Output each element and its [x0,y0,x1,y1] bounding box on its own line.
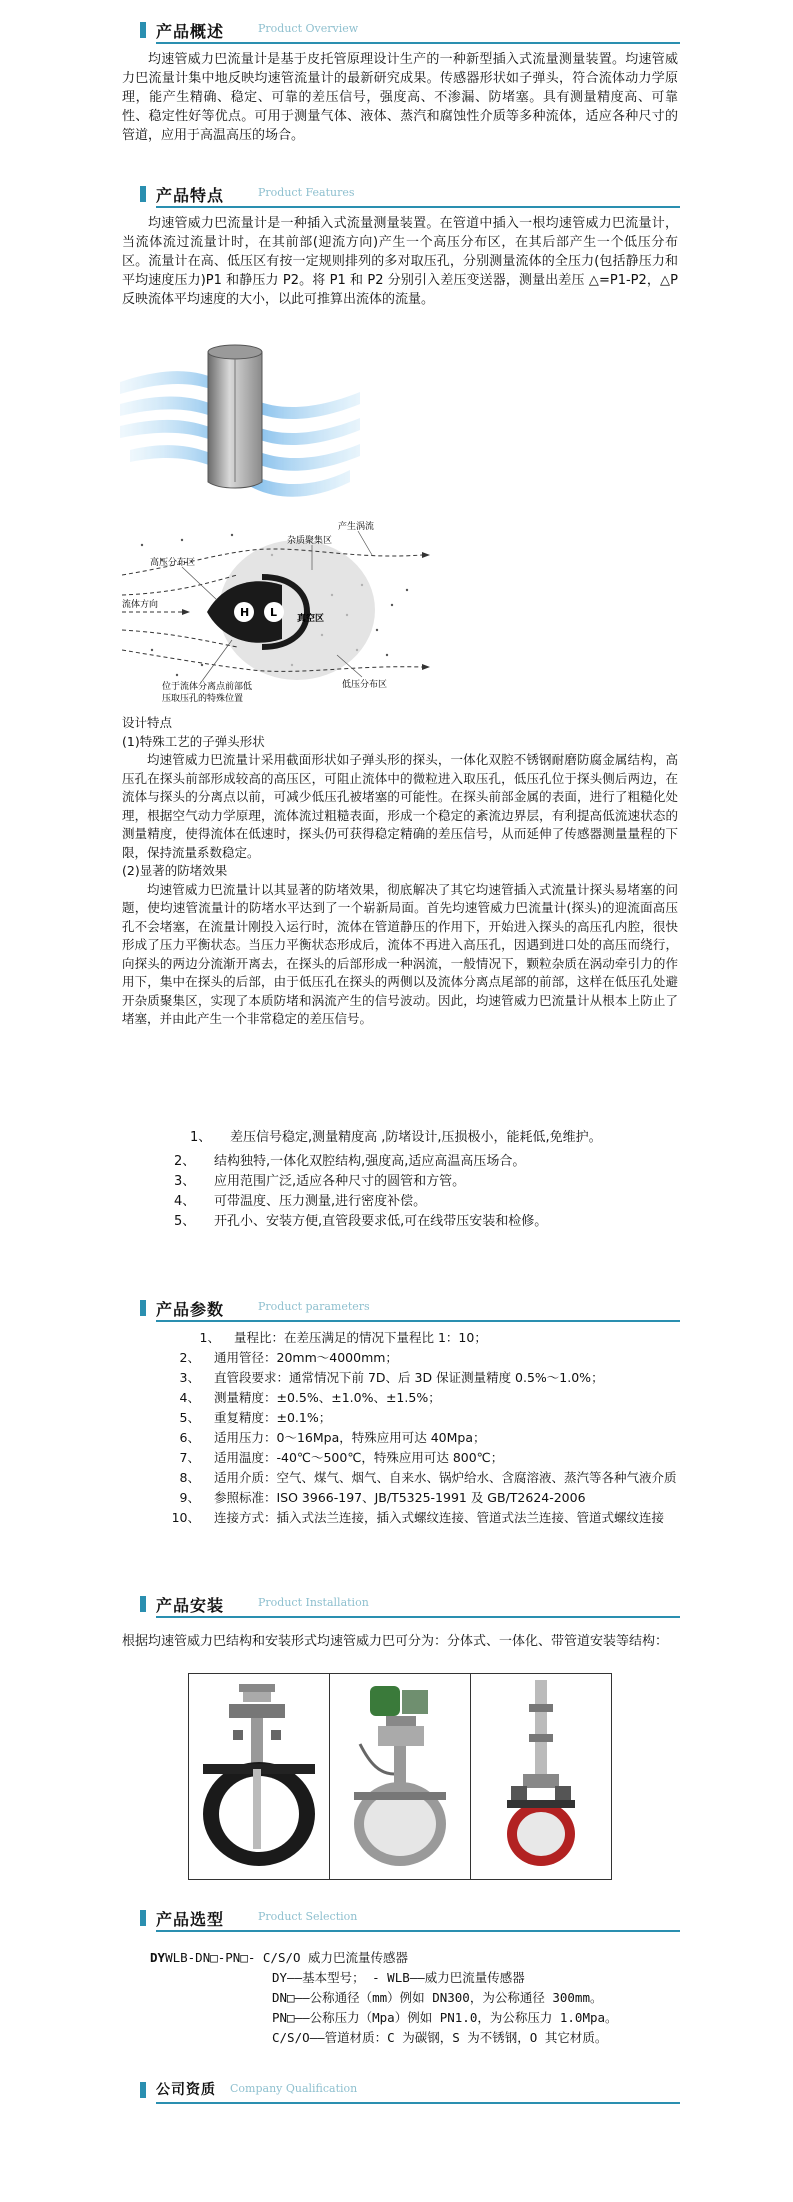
diagram-label-separation-2: 压取压孔的特殊位置 [162,694,244,704]
design-2-text: 均速管威力巴流量计以其显著的防堵效果，彻底解决了其它均速管插入式流量计探头易堵塞的问题，使均速管流量计的防堵水平达到了一个崭新局面。首先均速管威力巴流量计(探头)的迎流面高压孔不会堵塞，在流量计刚投入运行时，流体在管道静压的作用下，开始进入探头的高压孔内腔，很快形成了压力平衡状态。当压力平衡状态形成后，流体不再进入高压孔，因遇到进口处的高压而绕行，向探头的两边分流渐开离去，在探头的后部形成一种涡流，一般情况下，颗粒杂质在涡动牵引力的作用下，集中在探头的后部，由于低压孔在探头的两侧以及流体分离点尾部的前部，这样在低压孔处避开杂质聚集区，实现了本质防堵和涡流产生的信号波动。因此，均速管威力巴流量计从根本上防止了堵塞，并由此产生一个非常稳定的差压信号。 [122,881,678,1026]
list-item: 4、 可带温度、压力测量,进行密度补偿。 [174,1194,427,1209]
section-header-selection [140,1906,680,1932]
section-header-parameters [140,1296,680,1322]
selection-line: DY——基本型号； - WLB——威力巴流量传感器 [272,1970,525,1985]
section-title-cn: 产品特点 [156,186,225,205]
list-item: 2、 结构独特,一体化双腔结构,强度高,适应高温高压场合。 [174,1154,526,1169]
header-underline [156,2102,680,2104]
diagram-label-low-zone: 低压分布区 [342,680,388,690]
section-title-cn: 产品安装 [156,1596,225,1615]
selection-line: DN□——公称通径（mm）例如 DN300，为公称通径 300mm。 [272,1990,603,2005]
diagram-label-separation-1: 位于流体分离点前部低 [162,682,253,692]
header-underline [156,1616,680,1618]
section-title-cn: 产品选型 [156,1910,225,1929]
header-marker [140,22,146,38]
selection-line: PN□——公称压力（Mpa）例如 PN1.0，为公称压力 1.0Mpa。 [272,2010,618,2025]
overview-text: 均速管威力巴流量计是基于皮托管原理设计生产的一种新型插入式流量测量装置。均速管威力巴流量计集中地反映均速管流量计的最新研究成果。传感器形状如子弹头，符合流体动力学原理，能产生精确、稳定、可靠的差压信号，强度高、不渗漏、防堵塞。具有测量精度高、可靠性、稳定性好等优点。可用于测量气体、液体、蒸汽和腐蚀性介质等多种流体，适应各种尺寸的管道，应用于高温高压的场合。 [122,52,678,143]
list-item: 6、 适用压力：0～16Mpa，特殊应用可达 40Mpa； [179,1430,486,1445]
installation-paragraph [122,1632,678,1651]
features-text: 均速管威力巴流量计是一种插入式流量测量装置。在管道中插入一根均速管威力巴流量计，当流体流过流量计时，在其前部(迎流方向)产生一个高压分布区，在其后部产生一个低压分布区。流量计在高、低压区有按一定规则排列的多对取压孔，分别测量流体的全压力(包括静压力和平均速度压力)P1 和静压力 P2。将 P1 和 P2 分别引入差压变送器，测量出差压 △=P1-P2，△P 反映流体平均速度的大小，以此可推算出流体的流量。 [122,216,678,307]
header-marker [140,1596,146,1612]
diagram-label-flow-direction: 流体方向 [122,600,159,610]
diagram-label-l: L [270,606,278,619]
section-title-en: Product parameters [258,1300,370,1313]
diagram-label-h: H [240,606,250,619]
design-1-text: 均速管威力巴流量计采用截面形状如子弹头形的探头，一体化双腔不锈钢耐磨防腐金属结构，高压孔在探头前部形成较高的高压区，可阻止流体中的微粒进入取压孔，低压孔位于探头侧后两边，在流体与探头的分离点以前，可减少低压孔被堵塞的可能性。在探头前部金属的表面，进行了粗糙化处理，根据空气动力学原理，流体流过粗糙表面，形成一个稳定的紊流边界层，有利提高低流速状态的测量精度，使得流体在低速时，探头仍可获得稳定精确的差压信号，从而延伸了传感器测量量程的下限，保持流量系数稳定。 [122,752,678,860]
section-title-cn: 公司资质 [156,2082,216,2098]
list-item: 10、 连接方式：插入式法兰连接，插入式螺纹连接、管道式法兰连接、管道式螺纹连接 [171,1510,665,1525]
diagram-label-vortex: 产生涡流 [338,522,375,532]
installation-text: 根据均速管威力巴结构和安装形式均速管威力巴可分为：分体式、一体化、带管道安装等结构： [122,1634,669,1649]
header-marker [140,186,146,202]
install-image-pipe-type [471,1674,611,1879]
design-title: 设计特点 [122,715,173,730]
list-item: 9、 参照标准：ISO 3966-197、JB/T5325-1991 及 GB/T2624-2006 [179,1490,586,1505]
features-list [122,1128,678,1232]
section-title-cn: 产品参数 [156,1300,225,1319]
features-paragraph [122,214,678,309]
list-item: 2、 通用管径：20mm～4000mm； [179,1350,398,1365]
model-prefix: DY [150,1950,166,1965]
integrated-type-flowmeter-image [330,1674,470,1877]
overview-paragraph [122,50,678,145]
install-image-split-type [189,1674,330,1879]
probe-flow-illustration [120,342,360,512]
diagram-label-high-zone: 高压分布区 [150,558,196,568]
model-code: WLB-DN□-PN□- C/S/O 威力巴流量传感器 [165,1950,409,1965]
list-item: 5、 重复精度：±0.1%； [179,1410,332,1425]
section-title-en: Product Features [258,186,355,199]
flow-principle-diagram [122,515,432,705]
selection-line: C/S/O——管道材质：C 为碳钢，S 为不锈钢，O 其它材质。 [272,2030,608,2045]
split-type-flowmeter-image [189,1674,329,1877]
header-marker [140,2082,146,2098]
pipe-type-flowmeter-image [471,1674,611,1877]
section-header-overview [140,18,680,44]
list-item: 3、 应用范围广泛,适应各种尺寸的圆管和方管。 [174,1174,466,1189]
section-title-en: Product Selection [258,1910,358,1923]
selection-model [150,1948,408,1968]
design-features [122,714,678,1029]
diagram-label-vacuum: 真空区 [297,614,325,624]
header-underline [156,206,680,208]
list-item: 7、 适用温度：-40℃～500℃，特殊应用可达 800℃； [179,1450,504,1465]
selection-details [272,1968,692,2048]
design-1-title: (1)特殊工艺的子弹头形状 [122,733,265,749]
header-marker [140,1300,146,1316]
section-header-qualification [140,2078,680,2104]
section-header-installation [140,1592,680,1618]
list-item: 1、 差压信号稳定,测量精度高 ,防堵设计,压损极小，能耗低,免维护。 [190,1130,602,1145]
parameters-list [122,1328,682,1528]
design-2-title: (2)显著的防堵效果 [122,863,228,878]
list-item: 3、 直管段要求：通常情况下前 7D、后 3D 保证测量精度 0.5%～1.0%； [179,1370,604,1385]
section-title-en: Company Qualification [230,2082,358,2095]
list-item: 1、 量程比：在差压满足的情况下量程比 1：10； [199,1330,487,1345]
section-title-en: Product Installation [258,1596,369,1609]
header-underline [156,1930,680,1932]
section-title-cn: 产品概述 [156,22,225,41]
list-item: 8、 适用介质：空气、煤气、烟气、自来水、锅炉给水、含腐溶液、蒸汽等各种气液介质 [179,1470,677,1485]
section-title-en: Product Overview [258,22,359,35]
diagram-label-impurity: 杂质聚集区 [287,536,333,546]
list-item: 4、 测量精度：±0.5%、±1.0%、±1.5%； [179,1390,441,1405]
header-underline [156,42,680,44]
install-image-integrated-type [330,1674,471,1879]
header-marker [140,1910,146,1926]
header-underline [156,1320,680,1322]
section-header-features [140,182,680,208]
installation-image-table [188,1673,612,1880]
list-item: 5、 开孔小、安装方便,直管段要求低,可在线带压安装和检修。 [174,1214,548,1229]
